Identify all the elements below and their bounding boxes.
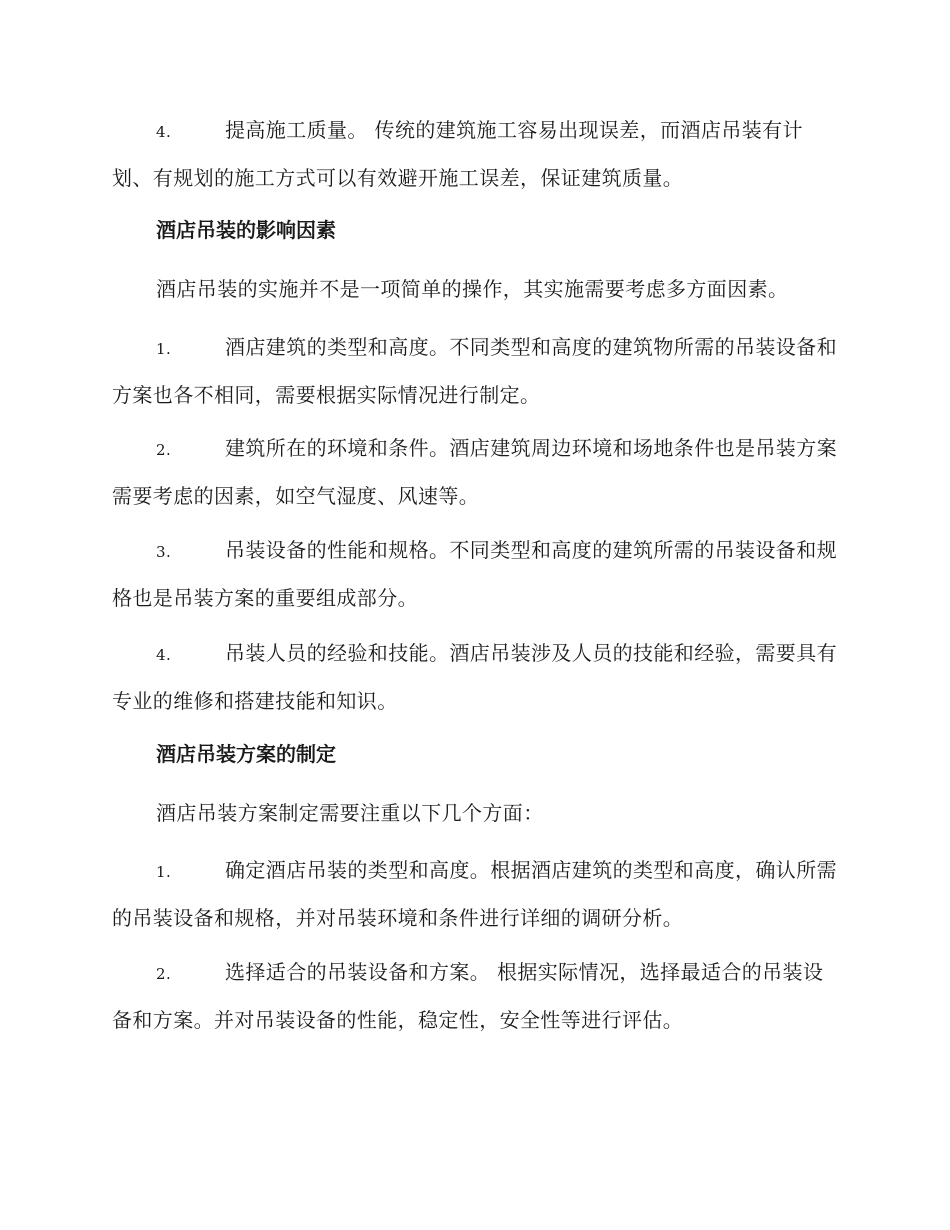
paragraph [112, 798, 838, 828]
list-item [112, 847, 838, 941]
list-number: 3. [156, 543, 172, 561]
list-item-text: 酒店建筑的类型和高度。不同类型和高度的建筑物所需的吊装设备和方案也各不相同，需要根据实际情况进行制定。 [112, 335, 837, 407]
section-heading-text: 酒店吊装方案的制定 [156, 742, 336, 766]
list-item [112, 425, 838, 519]
list-item-text: 建筑所在的环境和条件。酒店建筑周边环境和场地条件也是吊装方案需要考虑的因素，如空气湿度、风速等。 [112, 436, 837, 508]
list-item-text: 选择适合的吊装设备和方案。 根据实际情况，选择最适合的吊装设备和方案。并对吊装设备的性能，稳定性，安全性等进行评估。 [112, 960, 824, 1032]
list-number: 4. [156, 646, 172, 664]
list-item-text: 确定酒店吊装的类型和高度。根据酒店建筑的类型和高度，确认所需的吊装设备和规格，并对吊装环境和条件进行详细的调研分析。 [112, 858, 837, 930]
list-item-text: 提高施工质量。 传统的建筑施工容易出现误差，而酒店吊装有计划、有规划的施工方式可以有效避开施工误差，保证建筑质量。 [112, 118, 803, 190]
list-number: 2. [156, 441, 172, 459]
list-number: 2. [156, 965, 172, 983]
list-item-text: 吊装人员的经验和技能。酒店吊装涉及人员的技能和经验，需要具有专业的维修和搭建技能和知识。 [112, 641, 837, 713]
list-item [112, 107, 838, 201]
section-heading-text: 酒店吊装的影响因素 [156, 218, 336, 242]
list-number: 1. [156, 863, 172, 881]
section-heading [112, 739, 838, 769]
list-number: 4. [156, 123, 172, 141]
list-item [112, 949, 838, 1043]
list-item [112, 324, 838, 418]
list-item-text: 吊装设备的性能和规格。不同类型和高度的建筑所需的吊装设备和规格也是吊装方案的重要组成部分。 [112, 538, 837, 610]
section-heading [112, 215, 838, 245]
list-item [112, 527, 838, 621]
paragraph-text: 酒店吊装方案制定需要注重以下几个方面： [156, 801, 544, 825]
list-number: 1. [156, 340, 172, 358]
paragraph [112, 274, 838, 304]
paragraph-text: 酒店吊装的实施并不是一项简单的操作，其实施需要考虑多方面因素。 [156, 277, 789, 301]
list-item [112, 630, 838, 724]
